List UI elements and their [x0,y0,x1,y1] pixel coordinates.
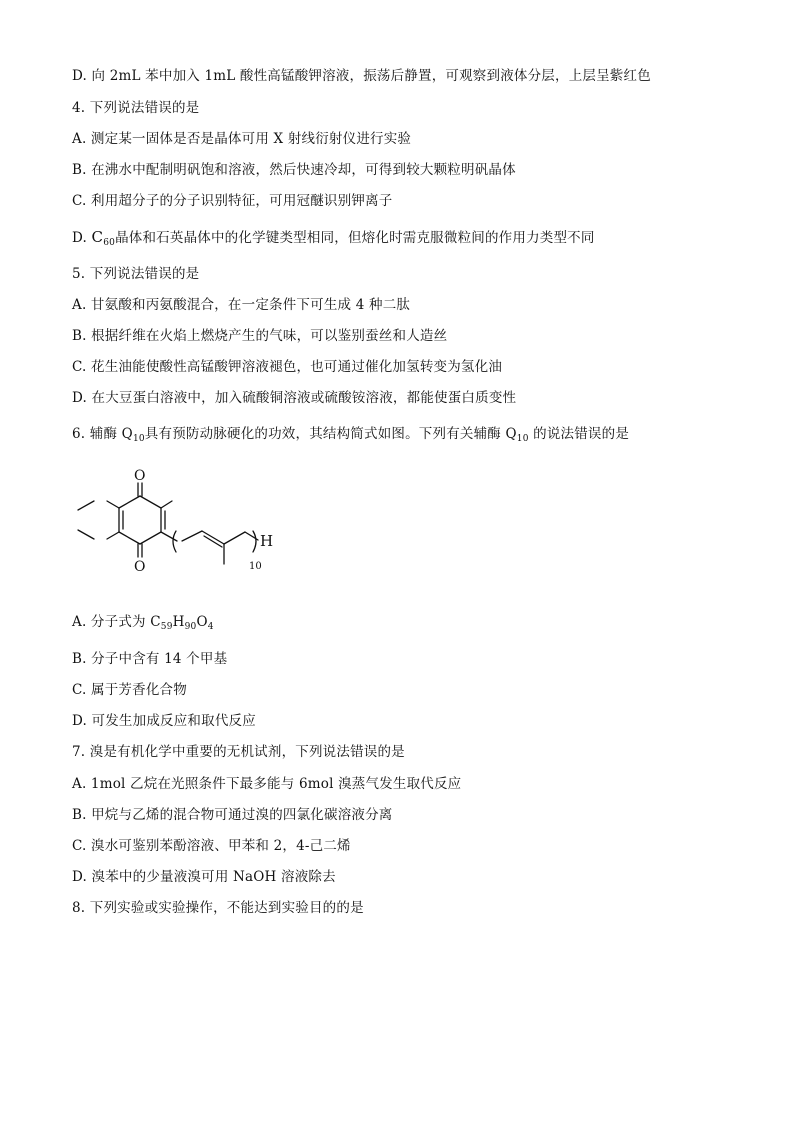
q4d-prefix: D. [72,230,92,246]
carbonyl-oxygen-top: O [134,468,146,484]
q6-subscript-2: 10 [516,434,529,444]
methoxy-bond [107,501,119,508]
methoxy-bond [107,532,119,539]
q7-option-d: D. 溴苯中的少量液溴可用 NaOH 溶液除去 [72,869,336,885]
q3-option-d: D. 向 2mL 苯中加入 1mL 酸性高锰酸钾溶液，振荡后静置，可观察到液体分层，上层呈紫红色 [72,68,651,84]
question-6-stem [72,425,629,448]
terminal-hydrogen: H [260,532,274,550]
chain-bond [224,532,245,544]
q6-option-a [72,613,214,636]
formula-h: H [172,614,185,630]
q7-option-a: A. 1mol 乙烷在光照条件下最多能与 6mol 溴蒸气发生取代反应 [72,776,462,792]
q6-option-b: B. 分子中含有 14 个甲基 [72,651,228,667]
q6-subscript-1: 10 [132,434,145,444]
q7-option-b: B. 甲烷与乙烯的混合物可通过溴的四氯化碳溶液分离 [72,807,393,823]
formula-c-subscript: 59 [160,622,173,632]
q5-option-d: D. 在大豆蛋白溶液中，加入硫酸铜溶液或硫酸铵溶液，都能使蛋白质变性 [72,390,517,406]
formula-h-subscript: 90 [184,622,197,632]
q4-option-a: A. 测定某一固体是否是晶体可用 X 射线衍射仪进行实验 [72,131,412,147]
ring-methyl [161,501,172,508]
methoxy-methyl [78,530,94,539]
coenzyme-q10-structure [72,463,292,585]
q6a-prefix: A. 分子式为 [72,614,151,630]
ring-bond [119,496,140,508]
ring-bond [140,496,161,508]
chain-bond [182,531,202,541]
q6-stem-part2: 具有预防动脉硬化的功效，其结构简式如图。下列有关辅酶 Q [144,426,517,442]
carbonyl-oxygen-bottom: O [134,559,146,575]
repeat-bracket-open [173,531,176,552]
formula-c: C [150,614,161,630]
question-8-stem: 8. 下列实验或实验操作，不能达到实验目的的是 [72,900,364,916]
methoxy-methyl [78,501,94,510]
q6-option-c: C. 属于芳香化合物 [72,682,187,698]
q4-option-c: C. 利用超分子的分子识别特征，可用冠醚识别钾离子 [72,193,393,209]
repeat-count: 10 [249,561,262,572]
q4-option-b: B. 在沸水中配制明矾饱和溶液，然后快速冷却，可得到较大颗粒明矾晶体 [72,162,516,178]
q4d-c60-symbol: C [91,228,104,246]
formula-o: O [196,614,208,630]
q4d-c60-subscript: 60 [103,238,116,248]
q4-option-d [72,228,595,252]
question-5-stem: 5. 下列说法错误的是 [72,266,200,282]
q5-option-b: B. 根据纤维在火焰上燃烧产生的气味，可以鉴别蚕丝和人造丝 [72,328,448,344]
q6-option-d: D. 可发生加成反应和取代反应 [72,713,256,729]
q6-stem-part3: 的说法错误的是 [528,426,630,442]
q5-option-a: A. 甘氨酸和丙氨酸混合，在一定条件下可生成 4 种二肽 [72,297,411,313]
q5-option-c: C. 花生油能使酸性高锰酸钾溶液褪色，也可通过催化加氢转变为氢化油 [72,359,503,375]
q4d-text: 晶体和石英晶体中的化学键类型相同，但熔化时需克服微粒间的作用力类型不同 [115,230,595,246]
formula-o-subscript: 4 [207,622,214,632]
q7-option-c: C. 溴水可鉴别苯酚溶液、甲苯和 2，4-己二烯 [72,838,351,854]
ring-bond [119,532,140,544]
question-7-stem: 7. 溴是有机化学中重要的无机试剂，下列说法错误的是 [72,744,405,760]
repeat-bracket-close [253,531,256,552]
q6-stem-part1: 6. 辅酶 Q [72,426,133,442]
ring-bond [140,532,161,544]
question-4-stem: 4. 下列说法错误的是 [72,100,200,116]
